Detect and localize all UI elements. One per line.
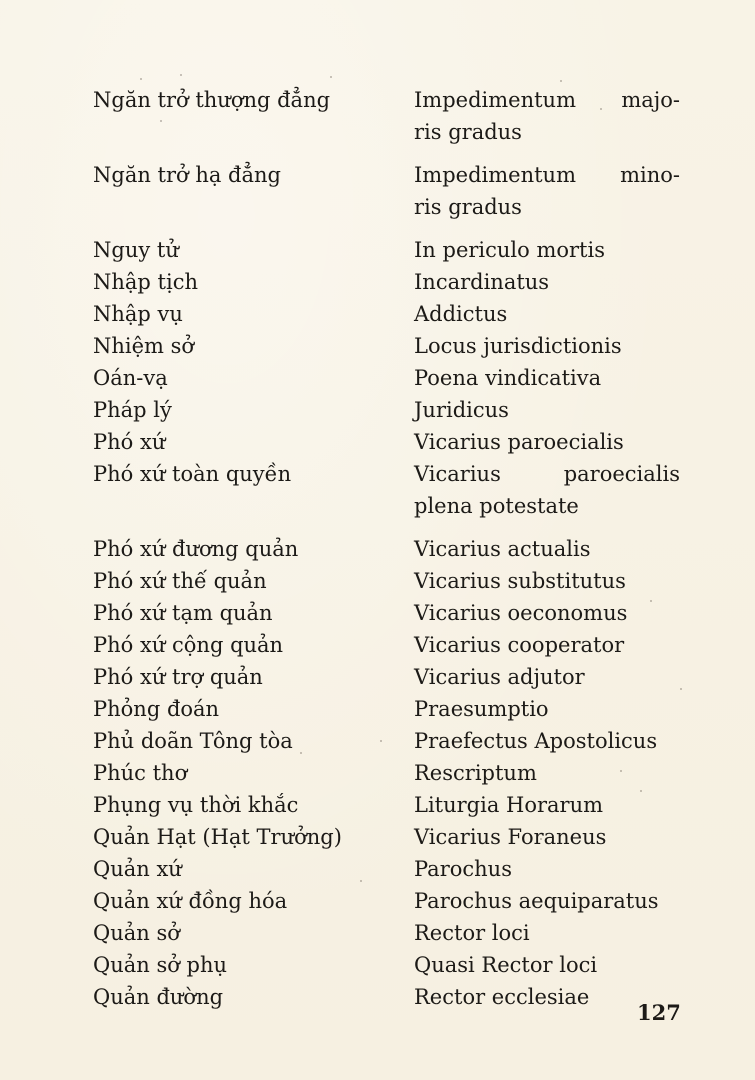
glossary-entry [0, 426, 755, 458]
glossary-entry [0, 565, 755, 597]
latin-gloss [414, 949, 680, 981]
glossary-entry [0, 757, 755, 789]
latin-gloss [414, 565, 680, 597]
latin-gloss-line: Praesumptio [414, 697, 549, 721]
latin-gloss-line: Impedimentum majo- [414, 88, 680, 112]
glossary-entry [0, 159, 755, 223]
latin-gloss [414, 821, 680, 853]
latin-gloss [414, 789, 680, 821]
paper-speck [620, 770, 622, 772]
latin-gloss-line: Vicarius cooperator [414, 633, 625, 657]
latin-gloss [414, 533, 680, 565]
latin-gloss [414, 426, 680, 458]
latin-gloss-line: Incardinatus [414, 270, 550, 294]
latin-gloss [414, 693, 680, 725]
glossary-entry [0, 234, 755, 266]
glossary-entry [0, 597, 755, 629]
latin-gloss-line: Vicarius oeconomus [414, 601, 628, 625]
paper-speck [600, 108, 602, 110]
latin-gloss-line: Vicarius actualis [414, 537, 591, 561]
vietnamese-term: Pháp lý [93, 398, 172, 422]
vietnamese-term: Phó xứ trợ quản [93, 665, 263, 689]
latin-gloss-line: Vicarius Foraneus [414, 825, 607, 849]
latin-gloss-line: Locus jurisdictionis [414, 334, 622, 358]
vietnamese-term: Quản sở phụ [93, 953, 228, 977]
latin-gloss-line: Impedimentum mino- [414, 163, 680, 187]
paper-speck [640, 790, 642, 792]
latin-gloss-line: ris gradus [414, 195, 522, 219]
glossary-entry [0, 84, 755, 148]
vietnamese-term: Oán-vạ [93, 366, 168, 390]
latin-gloss [414, 597, 680, 629]
paper-speck [680, 688, 682, 690]
glossary-entry [0, 266, 755, 298]
vietnamese-term: Phó xứ cộng quản [93, 633, 284, 657]
paper-speck [180, 74, 182, 76]
glossary-entry [0, 821, 755, 853]
vietnamese-term: Phó xứ thế quản [93, 569, 267, 593]
latin-gloss [414, 234, 680, 266]
latin-gloss [414, 458, 680, 522]
latin-gloss-line: Rector loci [414, 921, 530, 945]
latin-gloss-line: Vicarius paroecialis [414, 462, 680, 486]
glossary-entry [0, 362, 755, 394]
paper-speck [330, 76, 332, 78]
latin-gloss-line: Rescriptum [414, 761, 537, 785]
glossary-entry [0, 693, 755, 725]
vietnamese-term: Nhập vụ [93, 302, 183, 326]
entry-spacer [0, 522, 755, 533]
latin-gloss-line: In periculo mortis [414, 238, 605, 262]
vietnamese-term: Nhập tịch [93, 270, 198, 294]
entry-spacer [0, 148, 755, 159]
latin-gloss-line: plena potestate [414, 494, 579, 518]
vietnamese-term: Ngăn trở hạ đẳng [93, 163, 281, 187]
latin-gloss [414, 725, 680, 757]
latin-gloss [414, 84, 680, 148]
vietnamese-term: Nguy tử [93, 238, 179, 262]
glossary-entry [0, 885, 755, 917]
glossary-entry [0, 725, 755, 757]
page-number: 127 [637, 1000, 681, 1025]
paper-speck [380, 740, 382, 742]
latin-gloss-line: Addictus [414, 302, 508, 326]
latin-gloss-line: Praefectus Apostolicus [414, 729, 658, 753]
paper-speck [360, 880, 362, 882]
paper-speck [140, 78, 142, 80]
latin-gloss [414, 362, 680, 394]
latin-gloss [414, 298, 680, 330]
vietnamese-term: Quản xứ [93, 857, 182, 881]
glossary-entry [0, 661, 755, 693]
paper-speck [650, 600, 652, 602]
latin-gloss-line: Parochus [414, 857, 512, 881]
latin-gloss [414, 885, 680, 917]
glossary-entry [0, 853, 755, 885]
latin-gloss-line: Liturgia Horarum [414, 793, 604, 817]
glossary-entry [0, 949, 755, 981]
latin-gloss [414, 266, 680, 298]
paper-speck [560, 80, 562, 82]
latin-gloss-line: Vicarius paroecialis [414, 430, 624, 454]
glossary-list [0, 84, 755, 1013]
vietnamese-term: Quản đường [93, 985, 224, 1009]
vietnamese-term: Phỏng đoán [93, 697, 220, 721]
glossary-entry [0, 458, 755, 522]
vietnamese-term: Phủ doãn Tông tòa [93, 729, 293, 753]
paper-speck [160, 120, 162, 122]
vietnamese-term: Quản Hạt (Hạt Trưởng) [93, 825, 342, 849]
glossary-entry [0, 298, 755, 330]
vietnamese-term: Nhiệm sở [93, 334, 195, 358]
latin-gloss-line: Vicarius substitutus [414, 569, 626, 593]
latin-gloss-line: Parochus aequiparatus [414, 889, 659, 913]
vietnamese-term: Phó xứ tạm quản [93, 601, 273, 625]
vietnamese-term: Phó xứ toàn quyền [93, 462, 292, 486]
vietnamese-term: Phúc thơ [93, 761, 188, 785]
vietnamese-term: Phó xứ đương quản [93, 537, 299, 561]
latin-gloss-line: Rector ecclesiae [414, 985, 590, 1009]
glossary-entry [0, 533, 755, 565]
glossary-entry [0, 629, 755, 661]
latin-gloss [414, 661, 680, 693]
vietnamese-term: Phụng vụ thời khắc [93, 793, 299, 817]
glossary-entry [0, 917, 755, 949]
latin-gloss [414, 917, 680, 949]
latin-gloss [414, 629, 680, 661]
latin-gloss [414, 159, 680, 223]
vietnamese-term: Quản xứ đồng hóa [93, 889, 288, 913]
latin-gloss-line: Quasi Rector loci [414, 953, 598, 977]
vietnamese-term: Quản sở [93, 921, 180, 945]
latin-gloss-line: Juridicus [414, 398, 509, 422]
latin-gloss [414, 853, 680, 885]
glossary-entry [0, 394, 755, 426]
vietnamese-term: Phó xứ [93, 430, 166, 454]
latin-gloss-line: ris gradus [414, 120, 522, 144]
paper-speck [540, 838, 542, 840]
latin-gloss [414, 330, 680, 362]
vietnamese-term: Ngăn trở thượng đẳng [93, 88, 331, 112]
entry-spacer [0, 223, 755, 234]
glossary-entry [0, 789, 755, 821]
latin-gloss-line: Poena vindicativa [414, 366, 602, 390]
latin-gloss [414, 394, 680, 426]
glossary-entry [0, 330, 755, 362]
latin-gloss-line: Vicarius adjutor [414, 665, 585, 689]
paper-speck [300, 752, 302, 754]
latin-gloss [414, 757, 680, 789]
